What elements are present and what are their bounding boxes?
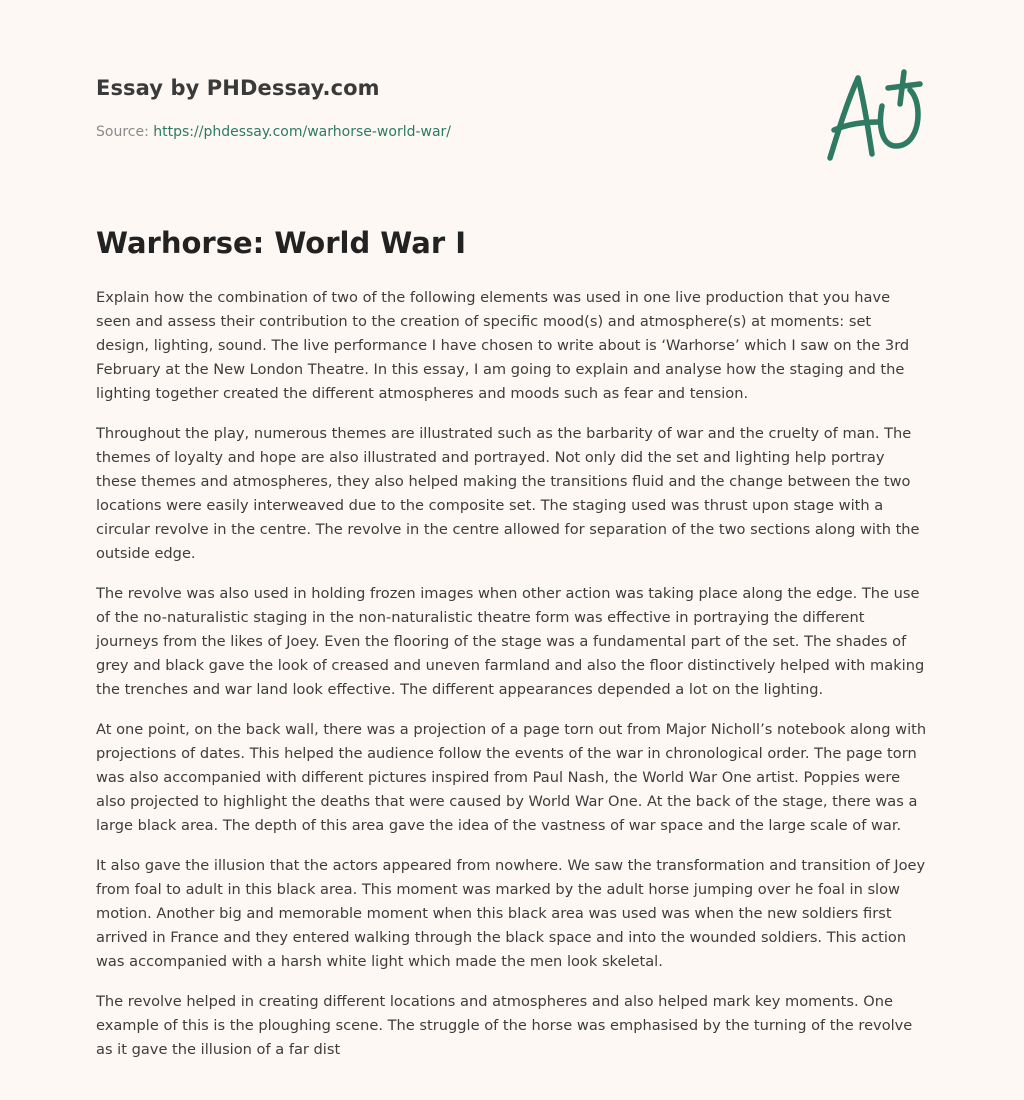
essay-paragraph: At one point, on the back wall, there was a projection of a page torn out from Major Nicholl’s notebook along with projections of dates. This helped the audience follow the events of the war in chronological order. The page torn was also accompanied with different pictures inspired from Paul Nash, the World War One artist. Poppies were also projected to highlight the deaths that were caused by World War One. At the back of the stage, there was a large black area. The depth of this area gave the idea of the vastness of war space and the large scale of war.: [96, 721, 927, 834]
source-label: Source:: [96, 124, 154, 140]
source-link[interactable]: https://phdessay.com/warhorse-world-war/: [153, 124, 452, 140]
essay-paragraph: Throughout the play, numerous themes are illustrated such as the barbarity of war and the cruelty of man. The themes of loyalty and hope are also illustrated and portrayed. Not only did the set and lighting help portray these themes and atmospheres, they also helped making the transitions fluid and the change between the two locations were easily interweaved due to the composite set. The staging used was thrust upon stage with a circular revolve in the centre. The revolve in the centre allowed for separation of the two sections along with the outside edge.: [96, 425, 920, 562]
source-line: [96, 124, 451, 140]
a-plus-logo-icon: [820, 66, 930, 166]
essay-paragraph: The revolve was also used in holding frozen images when other action was taking place along the edge. The use of the no-naturalistic staging in the non-naturalistic theatre form was effective in portraying the different journeys from the likes of Joey. Even the flooring of the stage was a fundamental part of the set. The shades of grey and black gave the look of creased and uneven farmland and also the floor distinctively helped with making the trenches and war land look effective. The different appearances depended a lot on the lighting.: [96, 585, 925, 698]
site-brand: Essay by PHDessay.com: [96, 76, 380, 100]
essay-paragraph: Explain how the combination of two of the following elements was used in one live production that you have seen and assess their contribution to the creation of specific mood(s) and atmosphere(s) at moments: set design, lighting, sound. The live performance I have chosen to write about is ‘Warhorse’ which I saw on the 3rd February at the New London Theatre. In this essay, I am going to explain and analyse how the staging and the lighting together created the different atmospheres and moods such as fear and tension.: [96, 289, 910, 402]
essay-paragraph: It also gave the illusion that the actors appeared from nowhere. We saw the transformation and transition of Joey from foal to adult in this black area. This moment was marked by the adult horse jumping over he foal in slow motion. Another big and memorable moment when this black area was used was when the new soldiers first arrived in France and they entered walking through the black space and into the wounded soldiers. This action was accompanied with a harsh white light which made the men look skeletal.: [96, 857, 926, 970]
essay-title: Warhorse: World War I: [96, 226, 467, 260]
essay-body: [96, 286, 928, 1078]
essay-paragraph: The revolve helped in creating different locations and atmospheres and also helped mark key moments. One example of this is the ploughing scene. The struggle of the horse was emphasised by the turning of the revolve as it gave the illusion of a far dist: [96, 993, 913, 1058]
